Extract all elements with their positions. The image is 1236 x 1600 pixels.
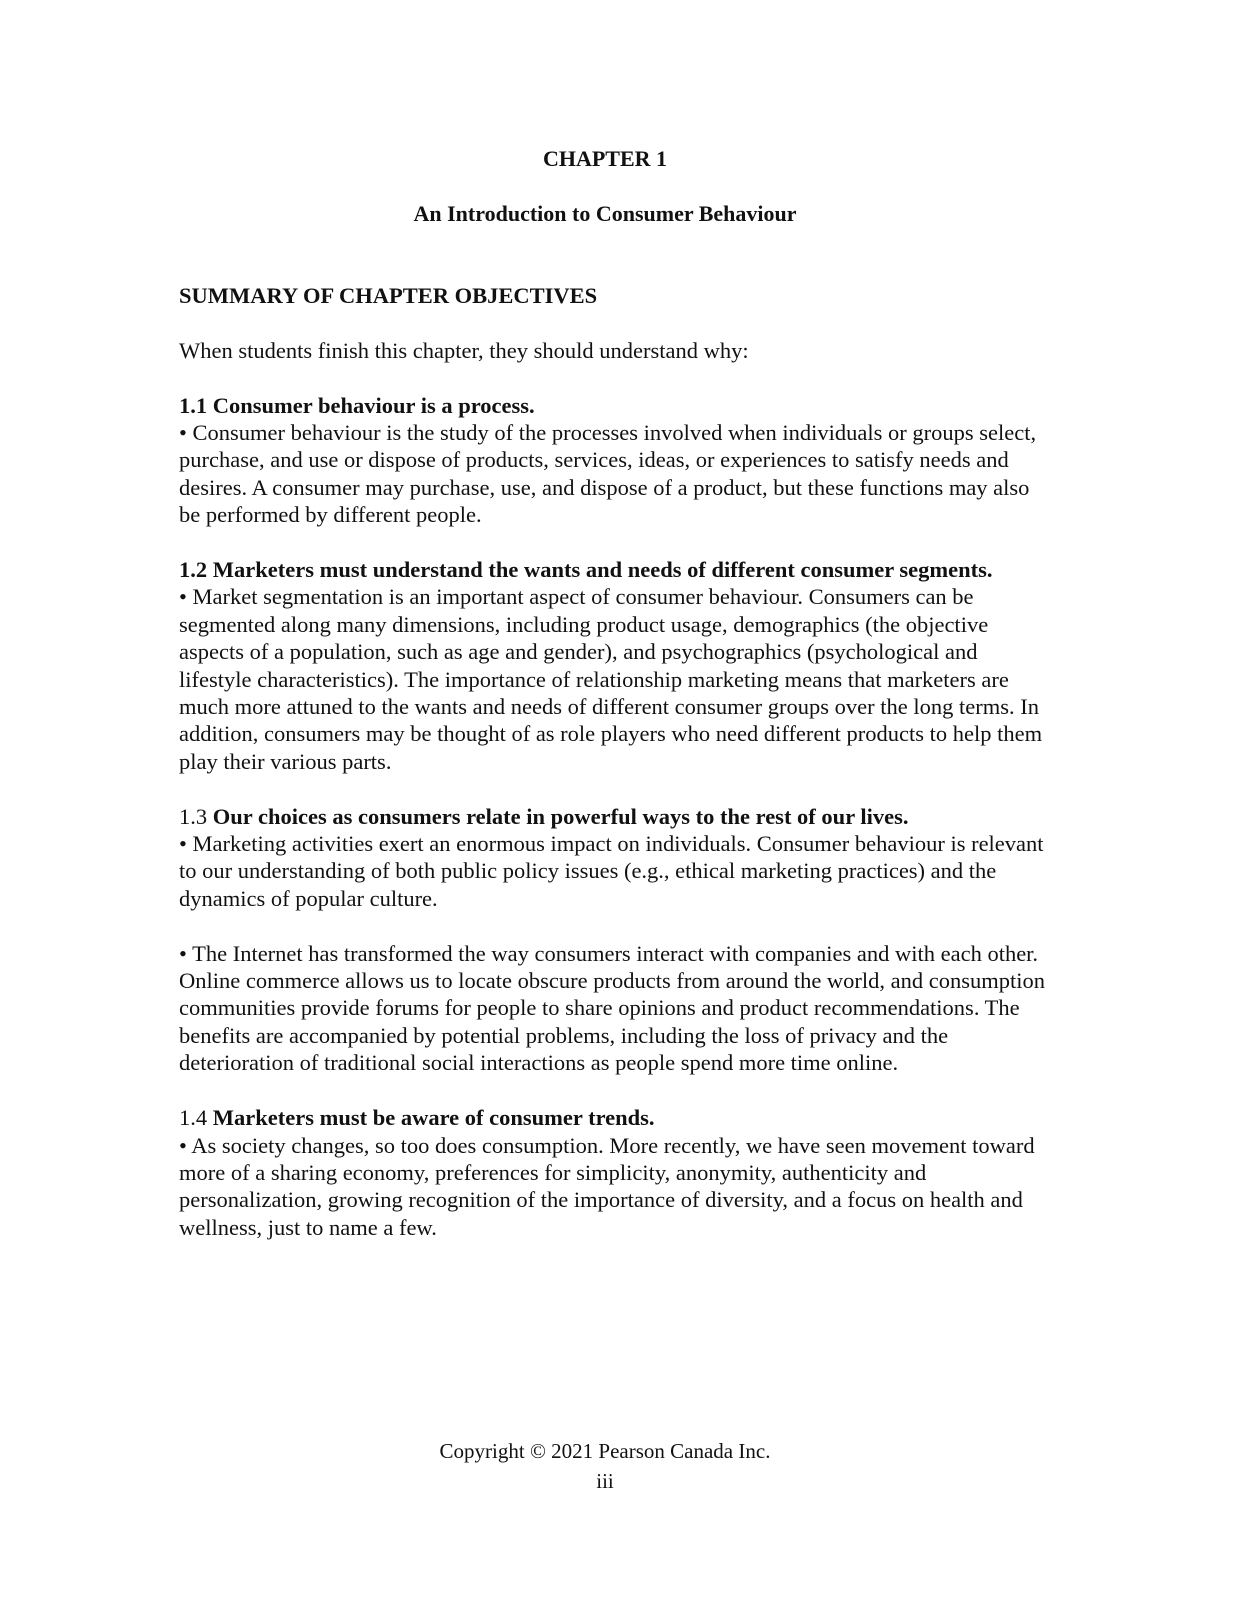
page-number: iii	[596, 1469, 614, 1493]
objective-heading	[179, 803, 1049, 830]
objective-1-3	[179, 803, 1049, 1077]
summary-intro: When students finish this chapter, they should understand why:	[179, 337, 749, 363]
objective-1-1	[179, 392, 1049, 529]
objective-number: 1.3	[179, 803, 208, 829]
objective-paragraph: • Market segmentation is an important aspect of consumer behaviour. Consumers can be segmented along many dimensions, including product usage, demographics (the objective aspects of a population, such as age and gender), and psychographics (psychological and lifestyle characteristics). The importance of relationship marketing means that marketers are much more attuned to the wants and needs of different consumer groups over the long terms. In addition, consumers may be thought of as role players who need different products to help them play their various parts.	[179, 584, 1043, 774]
objective-title: Marketers must understand the wants and needs of different consumer segments.	[212, 557, 993, 583]
objective-title: Our choices as consumers relate in powerful ways to the rest of our lives.	[212, 803, 909, 829]
copyright-notice: Copyright © 2021 Pearson Canada Inc.	[439, 1439, 771, 1463]
objective-1-2	[179, 556, 1049, 775]
objective-number: 1.4	[179, 1105, 208, 1131]
objective-number: 1.1	[179, 392, 208, 418]
chapter-label: CHAPTER 1	[542, 146, 668, 171]
document-body	[179, 282, 1049, 1269]
objective-1-4	[179, 1104, 1049, 1241]
summary-heading: SUMMARY OF CHAPTER OBJECTIVES	[179, 283, 598, 308]
objective-heading	[179, 392, 1049, 419]
objective-number: 1.2	[179, 557, 208, 583]
objective-paragraph: • Marketing activities exert an enormous impact on individuals. Consumer behaviour is relevant to our understanding of both public policy issues (e.g., ethical marketing practices) and the dynamics of popular culture.	[179, 831, 1044, 911]
objective-heading	[179, 1104, 1049, 1131]
objective-paragraph: • As society changes, so too does consumption. More recently, we have seen movement toward more of a sharing economy, preferences for simplicity, anonymity, authenticity and personalization, growing recognition of the importance of diversity, and a focus on health and wellness, just to name a few.	[179, 1132, 1035, 1240]
objective-paragraph: • Consumer behaviour is the study of the processes involved when individuals or groups select, purchase, and use or dispose of products, services, ideas, or experiences to satisfy needs and desires. A consumer may purchase, use, and dispose of a product, but these functions may also be performed by different people.	[179, 420, 1037, 528]
objective-heading	[179, 556, 1049, 583]
chapter-title: An Introduction to Consumer Behaviour	[413, 201, 797, 226]
objective-paragraph: • The Internet has transformed the way consumers interact with companies and with each other. Online commerce allows us to locate obscure products from around the world, and consumption communities provide forums for people to share opinions and product recommendations. The benefits are accompanied by potential problems, including the loss of privacy and the deterioration of traditional social interactions as people spend more time online.	[179, 940, 1046, 1076]
objective-title: Consumer behaviour is a process.	[212, 392, 535, 418]
objective-title: Marketers must be aware of consumer trends.	[212, 1105, 655, 1131]
